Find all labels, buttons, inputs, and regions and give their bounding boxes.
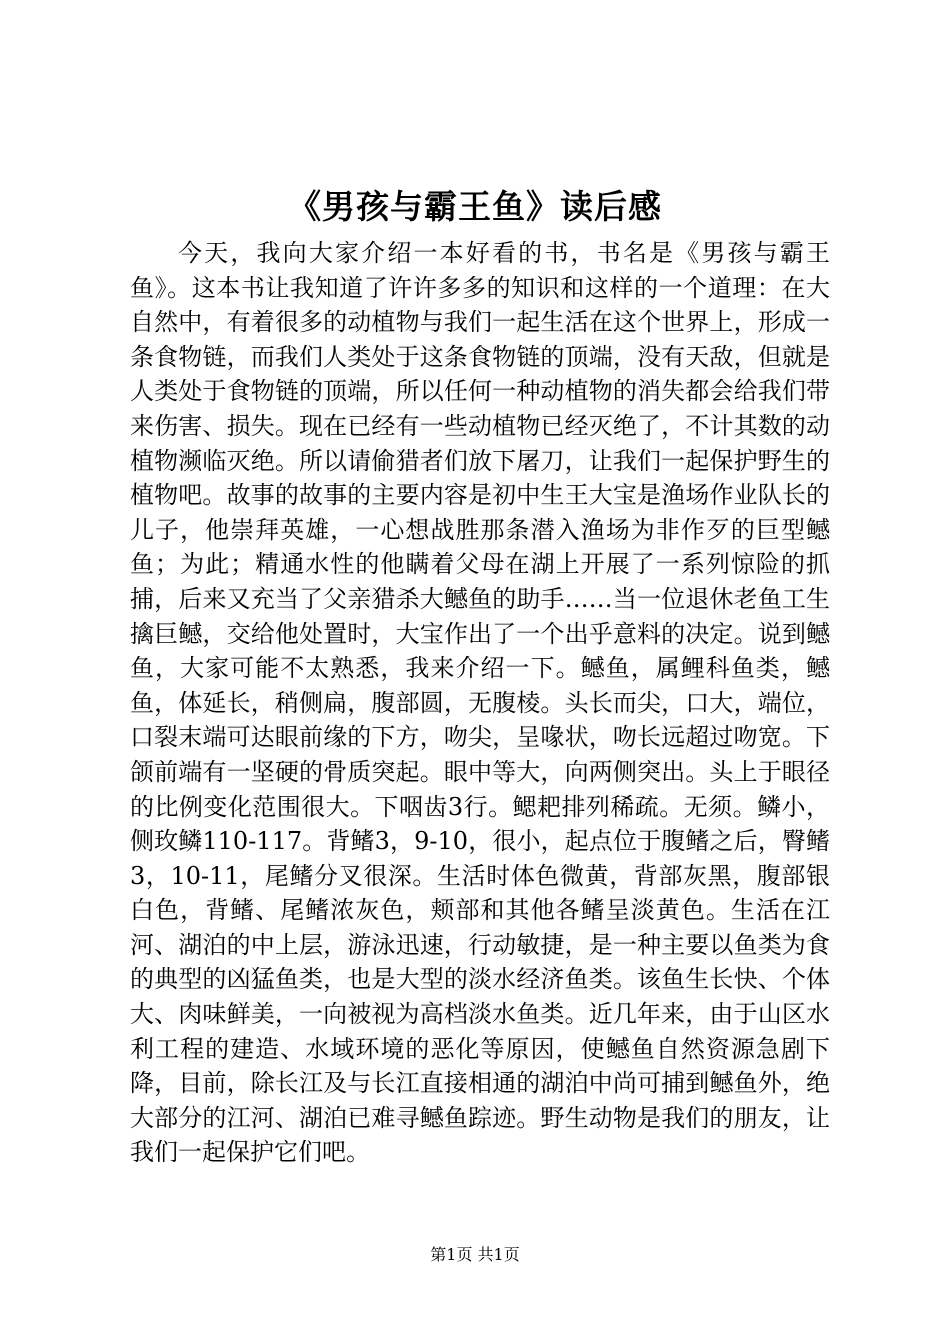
document-title: 《男孩与霸王鱼》读后感 — [288, 187, 662, 226]
document-body: 今天，我向大家介绍一本好看的书，书名是《男孩与霸王鱼》。这本书让我知道了许许多多的知识和这样的一个道理：在大自然中，有着很多的动植物与我们一起生活在这个世界上，形成一条食物链，而我们人类处于这条食物链的顶端，没有天敌，但就是人类处于食物链的顶端，所以任何一种动植物的消失都会给我们带来伤害、损失。现在已经有一些动植物已经灭绝了，不计其数的动植物濒临灭绝。所以请偷猎者们放下屠刀，让我们一起保护野生的植物吧。故事的故事的主要内容是初中生王大宝是渔场作业队长的儿子，他崇拜英雄，一心想战胜那条潜入渔场为非作歹的巨型鳡鱼；为此；精通水性的他瞒着父母在湖上开展了一系列惊险的抓捕，后来又充当了父亲猎杀大鳡鱼的助手……当一位退休老鱼工生擒巨鳡，交给他处置时，大宝作出了一个出乎意料的决定。说到鳡鱼，大家可能不太熟悉，我来介绍一下。鳡鱼，属鲤科鱼类，鳡鱼，体延长，稍侧扁，腹部圆，无腹棱。头长而尖，口大，端位，口裂末端可达眼前缘的下方，吻尖，呈喙状，吻长远超过吻宽。下颌前端有一坚硬的骨质突起。眼中等大，向两侧突出。头上于眼径的比例变化范围很大。下咽齿3行。鳃耙排列稀疏。无须。鳞小，侧玫鳞110-117。背鳍3，9-10，很小，起点位于腹鳍之后，臀鳍3，10-11，尾鳍分叉很深。生活时体色微黄，背部灰黑，腹部银白色，背鳍、尾鳍浓灰色，颊部和其他各鳍呈淡黄色。生活在江河、湖泊的中上层，游泳迅速，行动敏捷，是一种主要以鱼类为食的典型的凶猛鱼类，也是大型的淡水经济鱼类。该鱼生长快、个体大、肉味鲜美，一向被视为高档淡水鱼类。近几年来，由于山区水利工程的建造、水域环境的恶化等原因，使鳡鱼自然资源急剧下降，目前，除长江及与长江直接相通的湖泊中尚可捕到鳡鱼外，绝大部分的江河、湖泊已难寻鳡鱼踪迹。野生动物是我们的朋友，让我们一起保护它们吧。 — [130, 239, 830, 1167]
page-number-footer: 第1页 共1页 — [430, 1245, 520, 1264]
